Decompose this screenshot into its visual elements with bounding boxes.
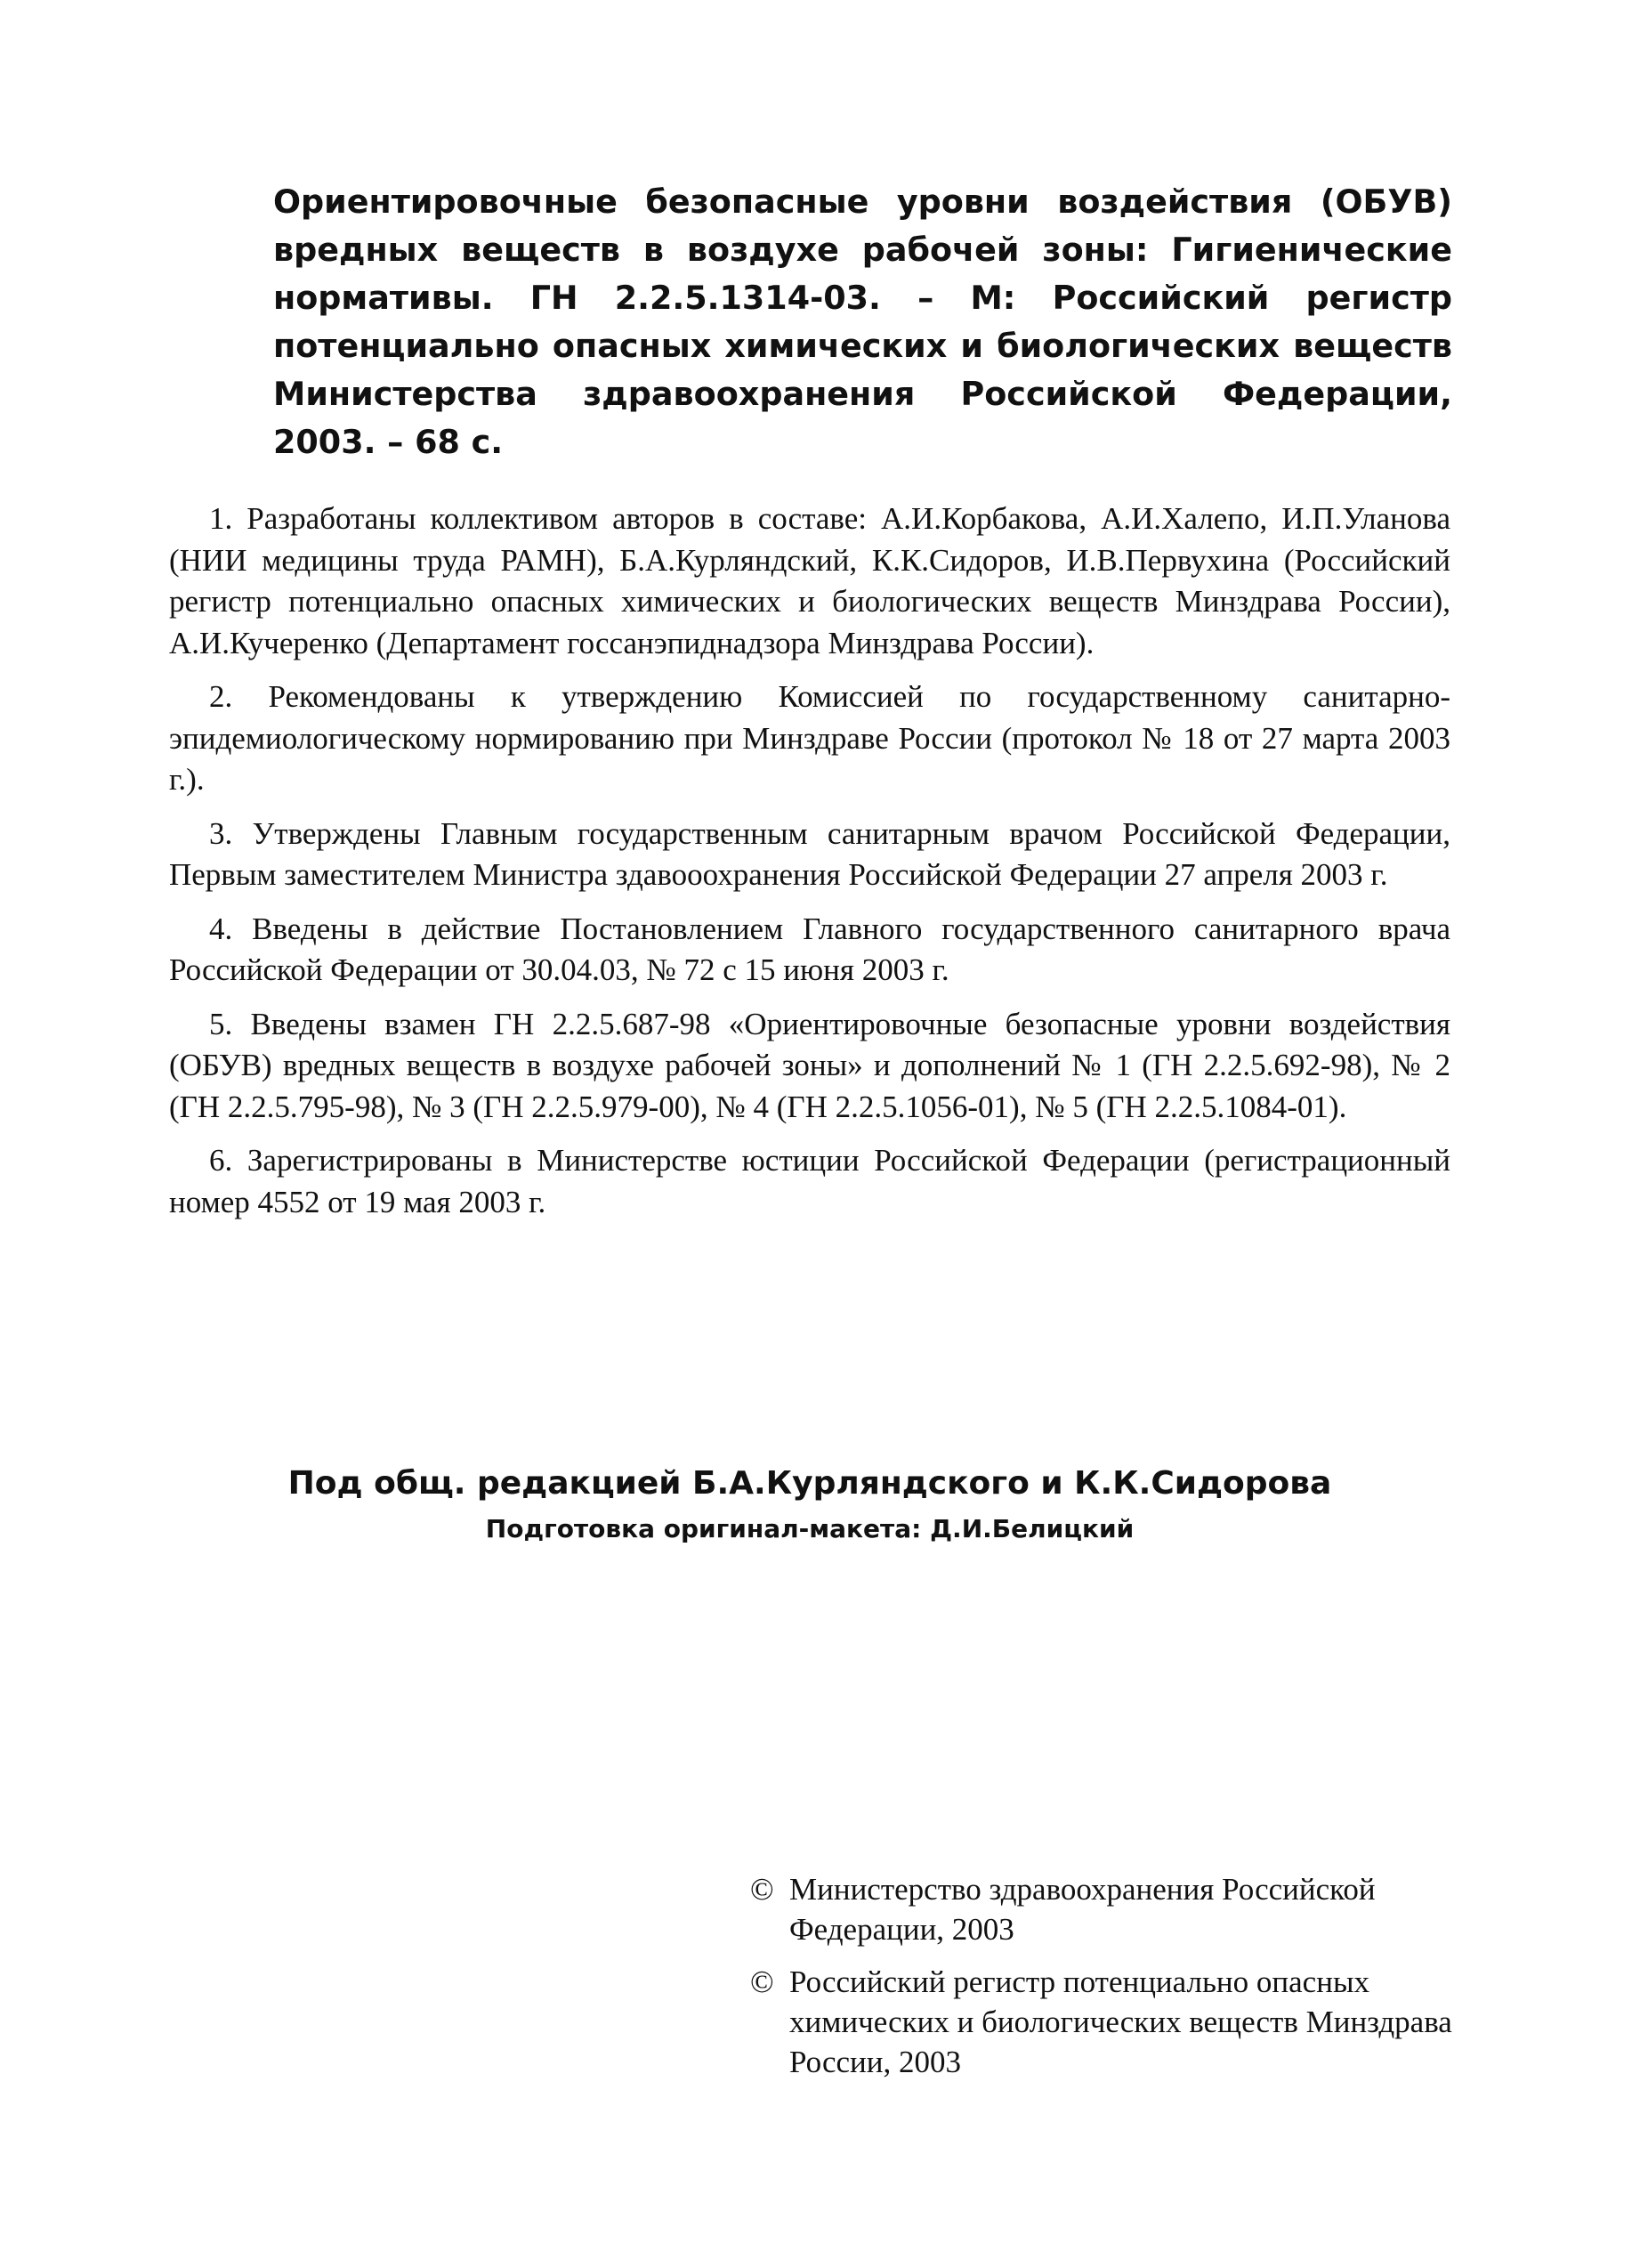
editors-line: Под общ. редакцией Б.А.Курляндского и К.К.Сидорова [287, 1465, 1332, 1502]
bibliographic-record: Ориентировочные безопасные уровни воздействия (ОБУВ) вредных веществ в воздухе рабочей зоны: Гигиенические нормативы. ГН 2.2.5.1314-03. – М: Российский регистр потенциально опасных химических и биологических веществ Министерства здравоохранения Российской Федерации, 2003. – 68 с. [273, 182, 1452, 461]
copyright-block [750, 1869, 1462, 2094]
note-item: 3. Утверждены Главным государственным санитарным врачом Российской Федерации, Первым заместителем Министра здавооохранения Российской Федерации 27 апреля 2003 г. [169, 815, 1450, 892]
note-item: 4. Введены в действие Постановлением Главного государственного санитарного врача Российской Федерации от 30.04.03, № 72 с 15 июня 2003 г. [169, 911, 1450, 987]
note-item: 1. Разработаны коллективом авторов в составе: А.И.Корбакова, А.И.Халепо, И.П.Уланова (НИИ медицины труда РАМН), Б.А.Курляндский, К.К.Сидоров, И.В.Первухина (Российский регистр потенциально опасных химических и биологических веществ Минздрава России), А.И.Кучеренко (Департамент госсанэпиднадзора Минздрава России). [169, 501, 1450, 660]
copyright-text: Российский регистр потенциально опасных химических и биологических веществ Минздрава России, 2003 [789, 1964, 1452, 2079]
note-item: 6. Зарегистрированы в Министерстве юстиции Российской Федерации (регистрационный номер 4552 от 19 мая 2003 г. [169, 1143, 1450, 1219]
copyright-icon: © [750, 1872, 774, 1907]
copyright-text: Министерство здравоохранения Российской Федерации, 2003 [789, 1872, 1376, 1947]
copyright-notice [750, 1962, 1462, 2082]
note-item: 5. Введены взамен ГН 2.2.5.687-98 «Ориентировочные безопасные уровни воздействия (ОБУВ) вредных веществ в воздухе рабочей зоны» и дополнений № 1 (ГН 2.2.5.692-98), № 2 (ГН 2.2.5.795-98), № 3 (ГН 2.2.5.979-00), № 4 (ГН 2.2.5.1056-01), № 5 (ГН 2.2.5.1084-01). [169, 1006, 1450, 1124]
publication-notes [169, 498, 1450, 1235]
note-item: 2. Рекомендованы к утверждению Комиссией по государственному санитарно-эпидемиологическому нормированию при Минздраве России (протокол № 18 от 27 марта 2003 г.). [169, 679, 1450, 797]
copyright-icon: © [750, 1964, 774, 1999]
layout-preparation-line: Подготовка оригинал-макета: Д.И.Белицкий [485, 1514, 1135, 1543]
copyright-notice [750, 1869, 1462, 1949]
